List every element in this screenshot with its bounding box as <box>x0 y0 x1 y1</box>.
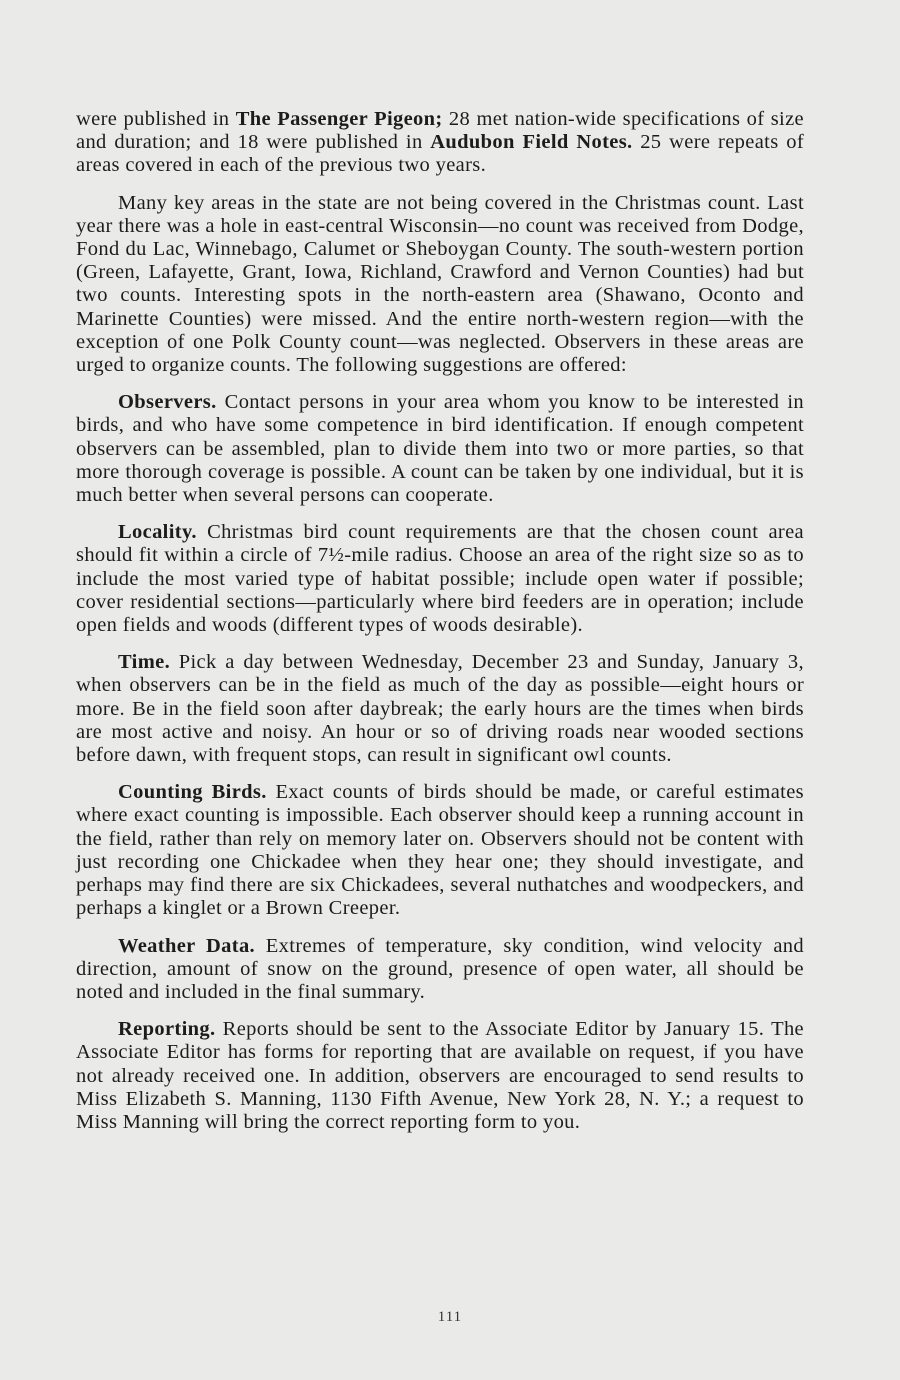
section-body-observers: Contact persons in your area whom you know to be interested in birds, and who have some competence in bird identification. If enough competent observers can be assembled, plan to divide them into two or more parties, so that more thorough coverage is possible. A count can be taken by one individual, but it is much better when several persons can cooperate. <box>76 391 804 507</box>
intro-text-1: were published in <box>76 108 236 130</box>
section-weather-data <box>76 935 804 1005</box>
section-heading-observers: Observers. <box>118 391 217 414</box>
body-text <box>76 108 804 1148</box>
section-heading-time: Time. <box>118 651 171 674</box>
section-observers <box>76 391 804 507</box>
section-time <box>76 651 804 767</box>
section-body-weather-data: Extremes of temperature, sky condition, wind velocity and direction, amount of snow on the ground, presence of open water, all should be noted and included in the final summary. <box>76 934 804 1003</box>
section-heading-weather-data: Weather Data. <box>118 934 256 957</box>
section-heading-counting-birds: Counting Birds. <box>118 781 267 804</box>
section-heading-locality: Locality. <box>118 521 197 544</box>
section-counting-birds <box>76 781 804 920</box>
section-locality <box>76 521 804 637</box>
section-reporting <box>76 1018 804 1134</box>
journal-title-passenger-pigeon: The Passenger Pigeon; <box>235 108 443 130</box>
intro-paragraph <box>76 108 804 178</box>
section-body-locality: Christmas bird count requirements are that the chosen count area should fit within a circle of 7½-mile radius. Choose an area of the right size so as to include the most varied type of habitat possible; include open water if possible; cover residential sections—particularly where bird feeders are in operation; include open fields and woods (different types of woods desirable). <box>76 521 804 637</box>
page-number: 111 <box>437 1309 463 1325</box>
section-heading-reporting: Reporting. <box>118 1018 216 1041</box>
section-body-counting-birds: Exact counts of birds should be made, or careful estimates where exact counting is impossible. Each observer should keep a running account in the field, rather than rely on memory later on. Observers should not be content with just recording one Chickadee when they hear one; they should investigate, and perhaps may find there are six Chickadees, several nuthatches and woodpeckers, and perhaps a kinglet or a Brown Creeper. <box>76 781 804 920</box>
intro-text-2: 28 met nation-wide specifications of size and duration; and 18 were published in <box>76 108 805 154</box>
journal-title-audubon-field-notes: Audubon Field Notes. <box>430 131 633 154</box>
coverage-paragraph: Many key areas in the state are not being covered in the Christmas count. Last year there was a hole in east-central Wisconsin—no count was received from Dodge, Fond du Lac, Winnebago, Calumet or Sheboygan County. The south-western portion (Green, Lafayette, Grant, Iowa, Richland, Crawford and Vernon Counties) had but two counts. Interesting spots in the north-eastern area (Shawano, Oconto and Marinette Counties) were missed. And the entire north-western region—with the exception of one Polk County count—was neglected. Observers in these areas are urged to organize counts. The following suggestions are offered: <box>76 191 804 377</box>
section-body-time: Pick a day between Wednesday, December 23 and Sunday, January 3, when observers can be in the field as much of the day as possible—eight hours or more. Be in the field soon after daybreak; the early hours are the times when birds are most active and noisy. An hour or so of driving roads near wooded sections before dawn, with frequent stops, can result in significant owl counts. <box>76 651 804 767</box>
section-body-reporting: Reports should be sent to the Associate Editor by January 15. The Associate Editor has forms for reporting that are available on request, if you have not already received one. In addition, observers are encouraged to send results to Miss Elizabeth S. Manning, 1130 Fifth Avenue, New York 28, N. Y.; a request to Miss Manning will bring the correct reporting form to you. <box>76 1018 804 1133</box>
intro-text-3: 25 were repeats of areas covered in each of the previous two years. <box>76 131 804 177</box>
